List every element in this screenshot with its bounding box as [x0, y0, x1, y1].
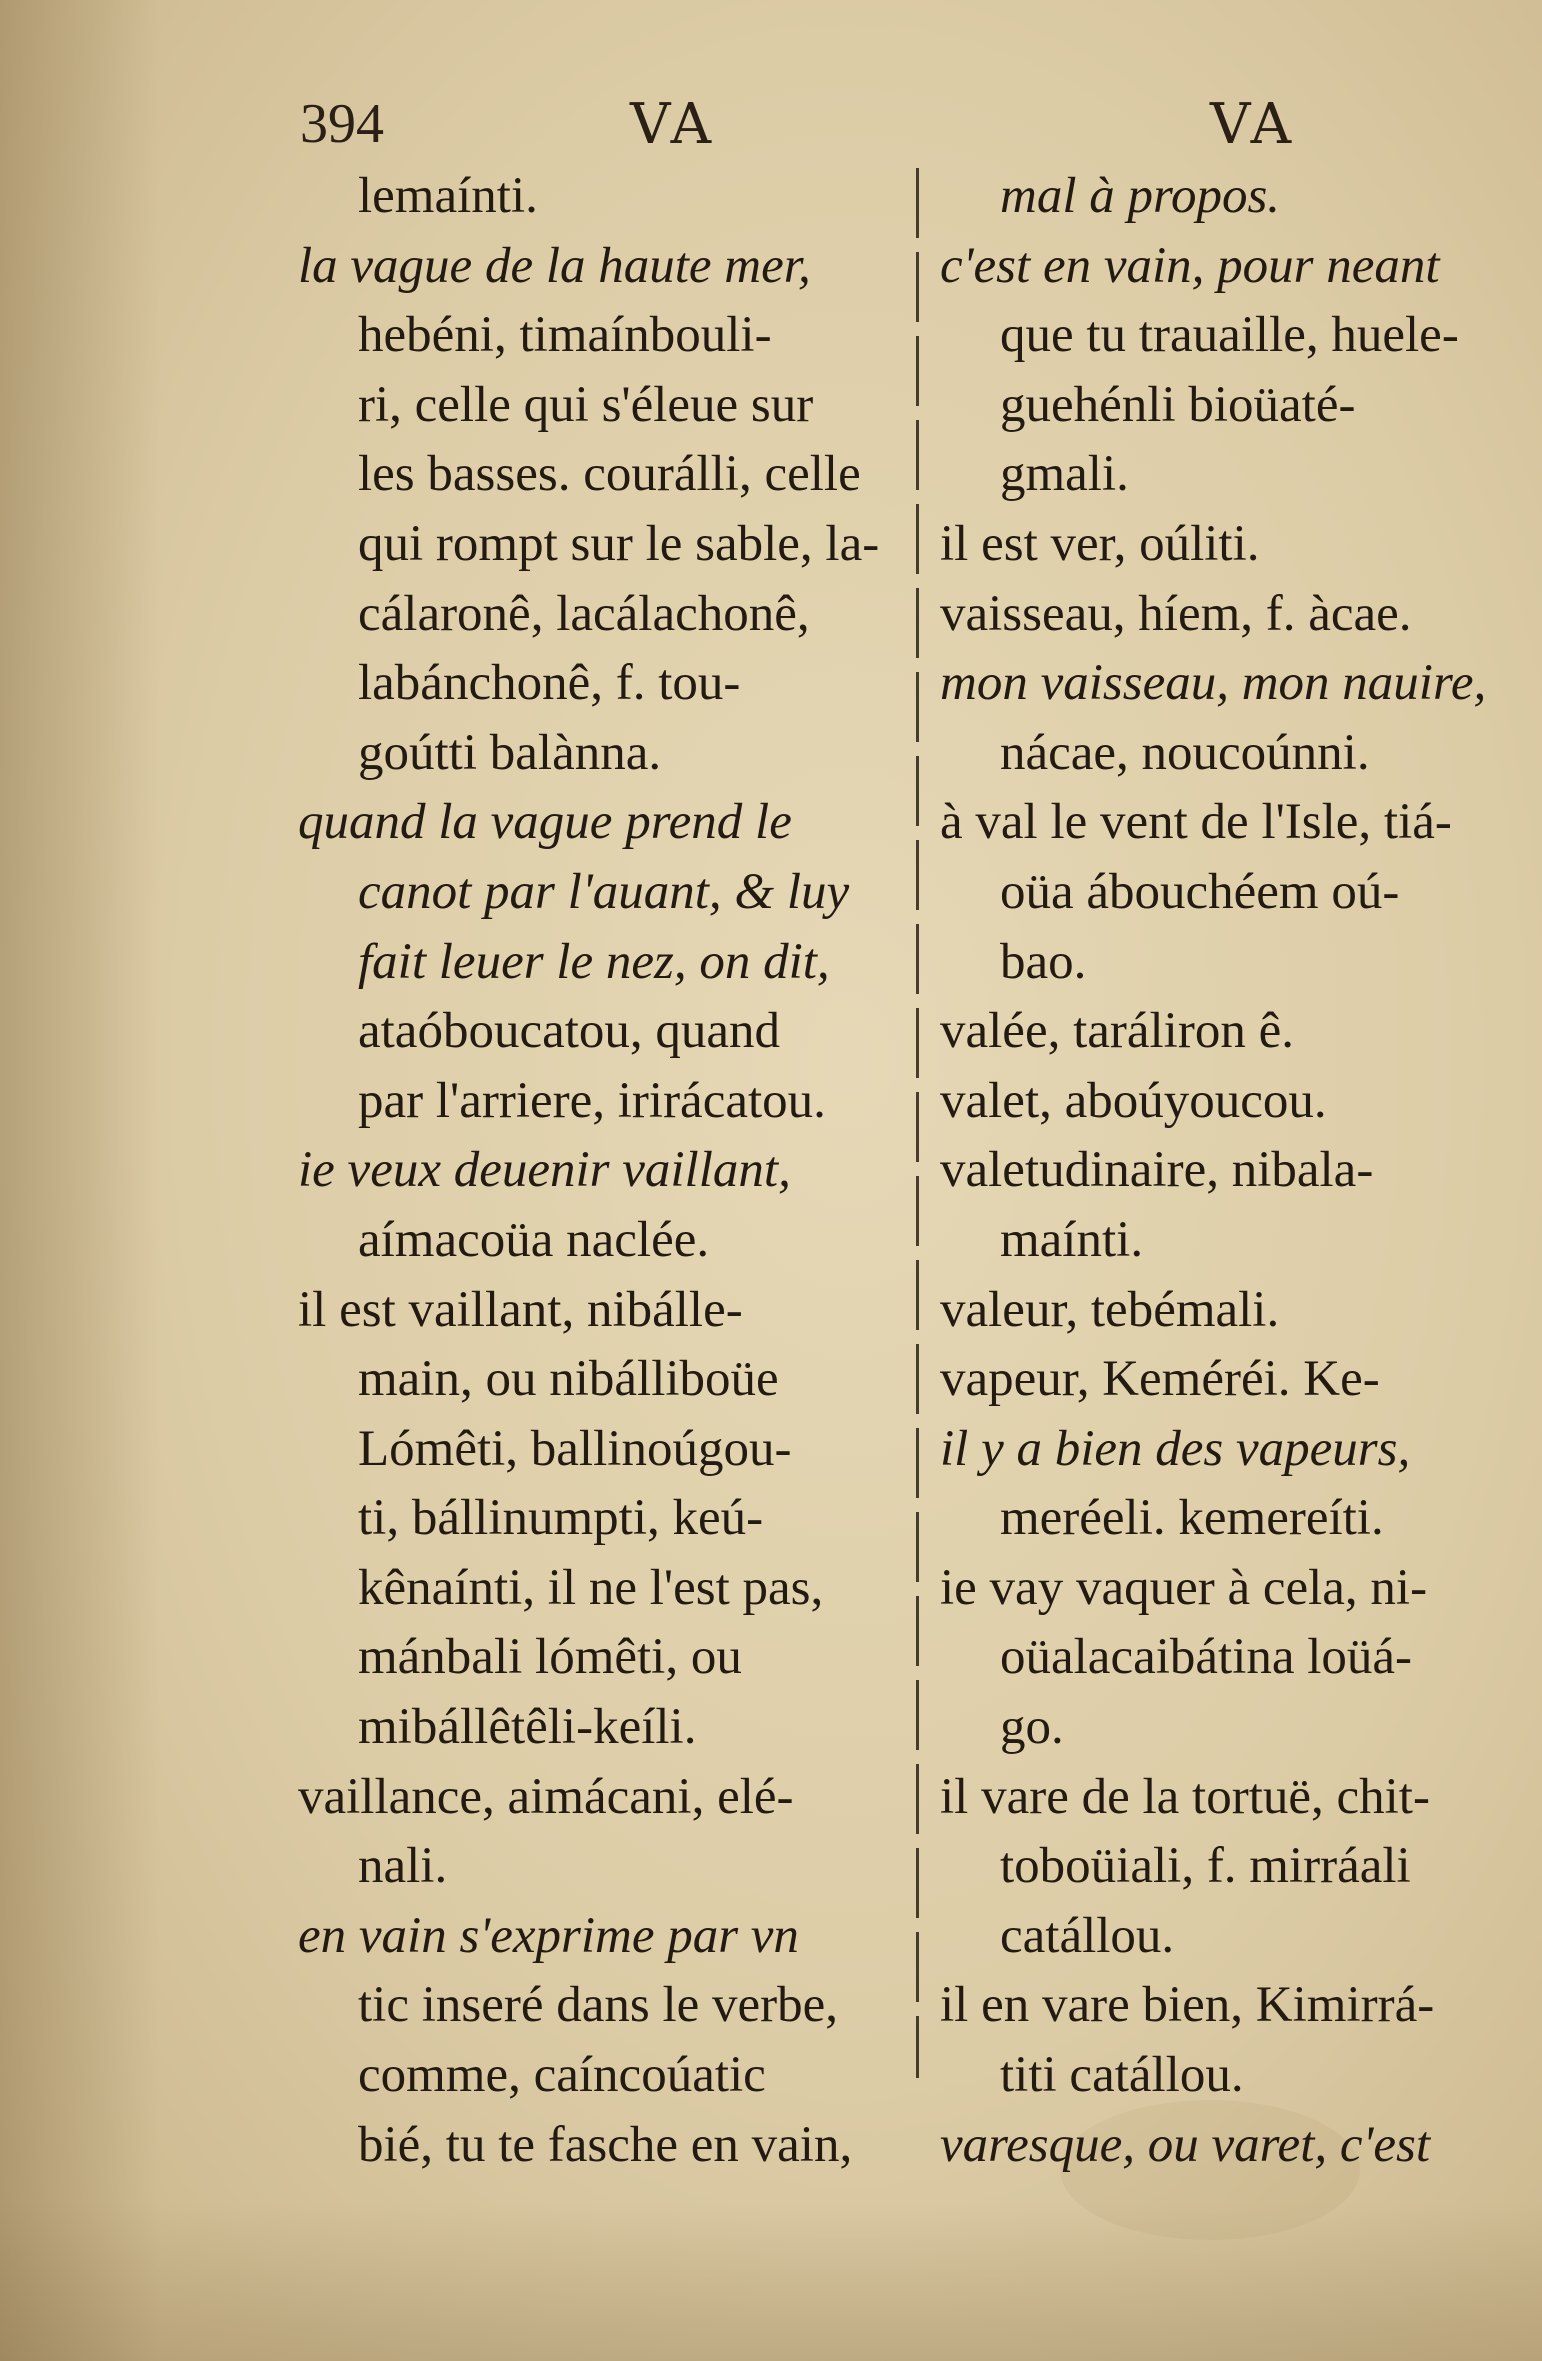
dictionary-line: guehénli bioüaté- [1000, 376, 1356, 433]
dictionary-line: bao. [1000, 933, 1087, 990]
dictionary-line: oüa ábouchéem oú- [1000, 863, 1400, 920]
dictionary-line: titi catállou. [1000, 2047, 1244, 2104]
dictionary-line: hebéni, timaínbouli- [358, 307, 772, 364]
dictionary-line: comme, caíncoúatic [358, 2047, 766, 2104]
dictionary-line: mibállêtêli-keíli. [358, 1699, 697, 1756]
dictionary-line: valeur, tebémali. [940, 1281, 1280, 1338]
dictionary-line: gmali. [1000, 446, 1129, 503]
dictionary-line: qui rompt sur le sable, la- [358, 515, 880, 572]
dictionary-line: toboüiali, f. mirráali [1000, 1838, 1411, 1895]
dictionary-line: cálaronê, lacálachonê, [358, 585, 810, 642]
dictionary-line: vapeur, Keméréi. Ke- [940, 1351, 1380, 1408]
left-column [298, 162, 898, 2173]
dictionary-line: il est ver, oúliti. [940, 515, 1260, 572]
dictionary-line: labánchonê, f. tou- [358, 655, 741, 712]
dictionary-line: ie veux deuenir vaillant, [298, 1142, 791, 1199]
dictionary-line: il en vare bien, Kimirrá- [940, 1977, 1435, 2034]
page-shadow-left [0, 0, 160, 2361]
dictionary-line: mánbali lómêti, ou [358, 1629, 742, 1686]
dictionary-line: la vague de la haute mer, [298, 237, 811, 294]
dictionary-line: Lómêti, ballinoúgou- [358, 1420, 792, 1477]
dictionary-line: à val le vent de l'Isle, tiá- [940, 794, 1452, 851]
dictionary-line: maínti. [1000, 1211, 1144, 1268]
dictionary-line: en vain s'exprime par vn [298, 1907, 799, 1964]
dictionary-line: kênaínti, il ne l'est pas, [358, 1559, 824, 1616]
dictionary-line: meréeli. kemereíti. [1000, 1490, 1384, 1547]
dictionary-line: aímacoüa naclée. [358, 1211, 710, 1268]
dictionary-line: les basses. courálli, celle [358, 446, 861, 503]
dictionary-line: varesque, ou varet, c'est [940, 2116, 1431, 2173]
right-column [940, 162, 1510, 2173]
running-head-right: VA [1210, 92, 1296, 157]
dictionary-line: main, ou nibálliboüe [358, 1351, 779, 1408]
dictionary-line: go. [1000, 1699, 1064, 1756]
dictionary-line: il vare de la tortuë, chit- [940, 1768, 1430, 1825]
dictionary-line: goútti balànna. [358, 724, 662, 781]
dictionary-line: mon vaisseau, mon nauire, [940, 655, 1487, 712]
dictionary-line: oüalacaibátina loüá- [1000, 1629, 1413, 1686]
dictionary-line: nali. [358, 1838, 448, 1895]
dictionary-line: canot par l'auant, & luy [358, 863, 850, 920]
column-divider-rule [916, 168, 919, 2078]
dictionary-line: il y a bien des vapeurs, [940, 1420, 1411, 1477]
dictionary-line: vaillance, aimácani, elé- [298, 1768, 794, 1825]
dictionary-line: tic inseré dans le verbe, [358, 1977, 839, 2034]
page-shadow-bottom [0, 2201, 1542, 2361]
dictionary-line: par l'arriere, irirácatou. [358, 1072, 826, 1129]
dictionary-line: ataóboucatou, quand [358, 1003, 781, 1060]
dictionary-line: lemaínti. [358, 168, 538, 224]
dictionary-line: valetudinaire, nibala- [940, 1142, 1374, 1199]
dictionary-line: fait leuer le nez, on dit, [358, 933, 830, 990]
dictionary-line: mal à propos. [1000, 168, 1281, 224]
dictionary-line: catállou. [1000, 1907, 1175, 1964]
dictionary-line: il est vaillant, nibálle- [298, 1281, 743, 1338]
dictionary-line: que tu trauaille, huele- [1000, 307, 1459, 364]
dictionary-line: c'est en vain, pour neant [940, 237, 1440, 294]
dictionary-line: vaisseau, híem, f. àcae. [940, 585, 1412, 642]
dictionary-line: ie vay vaquer à cela, ni- [940, 1559, 1428, 1616]
dictionary-line: valée, taráliron ê. [940, 1003, 1294, 1060]
running-head-left: VA [630, 92, 716, 157]
dictionary-line: ri, celle qui s'éleue sur [358, 376, 814, 433]
dictionary-line: bié, tu te fasche en vain, [358, 2116, 853, 2173]
page-number: 394 [300, 93, 384, 155]
dictionary-line: nácae, noucoúnni. [1000, 724, 1370, 781]
dictionary-line: quand la vague prend le [298, 794, 792, 851]
dictionary-line: ti, bállinumpti, keú- [358, 1490, 764, 1547]
dictionary-line: valet, aboúyoucou. [940, 1072, 1327, 1129]
